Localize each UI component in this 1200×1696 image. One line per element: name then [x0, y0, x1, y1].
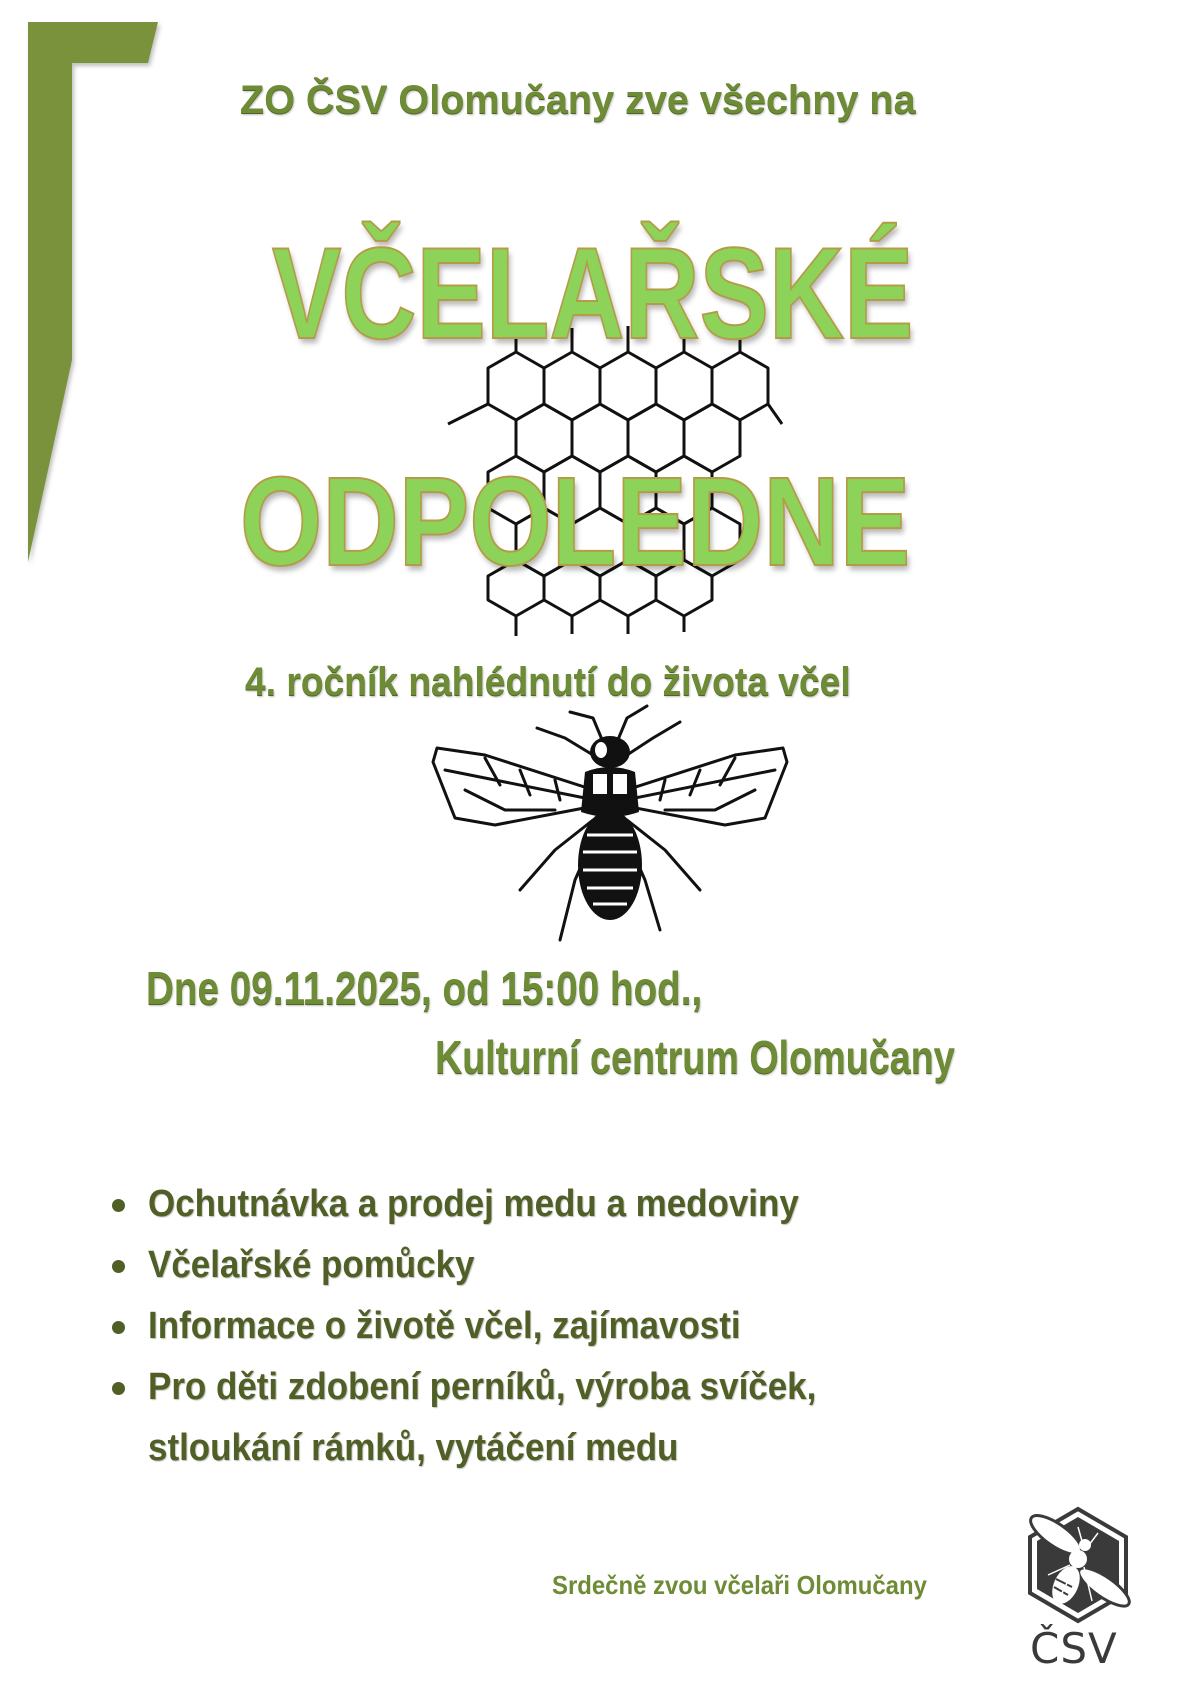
bullet-icon: [112, 1382, 125, 1395]
feature-item: [110, 1307, 1060, 1368]
event-date-time: Dne 09.11.2025, od 15:00 hod.,: [146, 962, 703, 1014]
event-location: Kulturní centrum Olomučany: [435, 1031, 955, 1083]
feature-item: [110, 1246, 1060, 1307]
corner-bracket-decoration: [0, 0, 200, 600]
features-list: [110, 1183, 1060, 1469]
csv-bee-logo-icon: [1018, 1505, 1138, 1625]
feature-item: [110, 1185, 1060, 1246]
feature-text: Včelařské pomůcky: [148, 1244, 475, 1286]
feature-text: Informace o životě včel, zajímavosti: [148, 1305, 741, 1347]
event-subtitle: 4. ročník nahlédnutí do života včel: [245, 660, 851, 704]
bee-icon: [425, 700, 795, 950]
feature-text: Pro děti zdobení perníků, výroba svíček,: [148, 1366, 817, 1408]
logo-label: ČSV: [1030, 1624, 1118, 1673]
event-title-line1: VČELAŘSKÉ: [272, 220, 914, 366]
bullet-icon: [112, 1199, 125, 1212]
bullet-icon: [112, 1260, 125, 1273]
footer-signature: Srdečně zvou včelaři Olomučany: [552, 1570, 927, 1600]
event-title-line2: ODPOLEDNE: [240, 451, 911, 592]
feature-text-continuation: stloukání rámků, vytáčení medu: [148, 1427, 679, 1469]
feature-item: [110, 1366, 1060, 1469]
intro-text: ZO ČSV Olomučany zve všechny na: [240, 78, 916, 122]
bullet-icon: [112, 1321, 125, 1334]
feature-text: Ochutnávka a prodej medu a medoviny: [148, 1183, 799, 1225]
